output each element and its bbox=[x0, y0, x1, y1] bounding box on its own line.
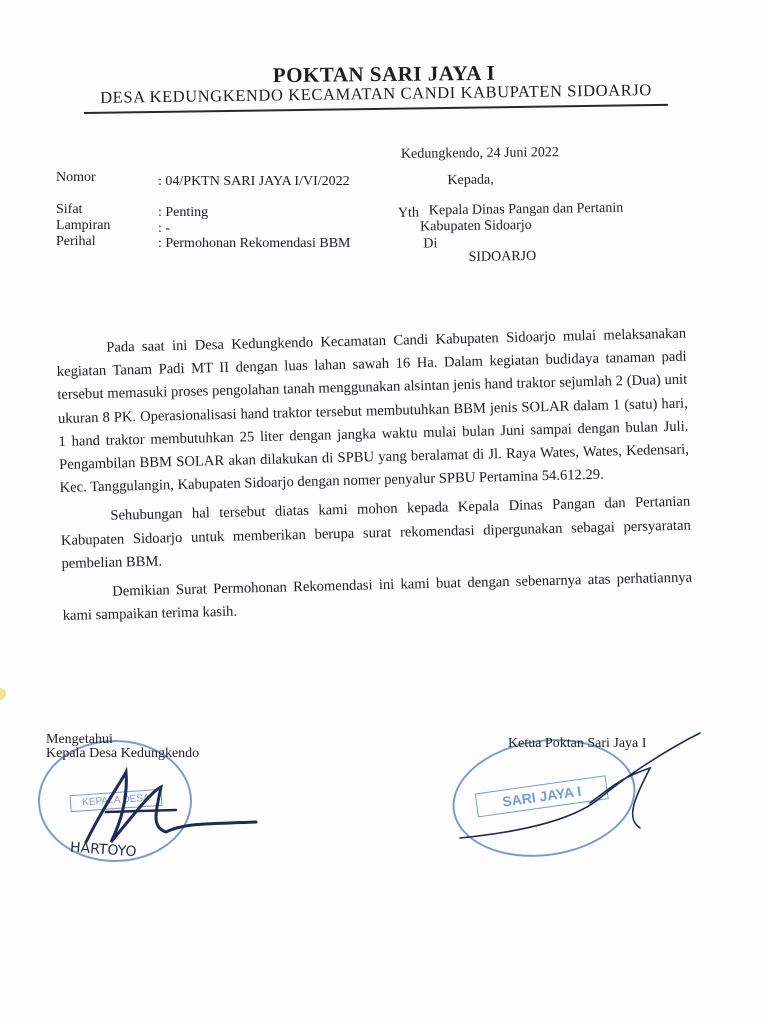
body-paragraph: Sehubungan hal tersebut diatas kami mohon kepada Kepala Dinas Pangan dan Pertanian Kabupaten Sidoarjo untuk memberikan berupa surat rekomendasi dipergunakan sebagai persyaratan pembelian BBM. bbox=[60, 493, 691, 572]
recipient-block bbox=[397, 170, 658, 269]
stamp-label: SARI JAYA I bbox=[475, 775, 609, 817]
kepala-desa-label: Kepala Desa Kedungkendo bbox=[46, 746, 200, 761]
recipient-line1: Kepala Dinas Pangan dan Pertanin bbox=[428, 200, 624, 219]
recipient-city: SIDOARJO bbox=[468, 248, 537, 265]
nomor-label: Nomor bbox=[56, 170, 96, 185]
nomor-value: : 04/PKTN SARI JAYA I/VI/2022 bbox=[158, 174, 350, 189]
sifat-label: Sifat bbox=[56, 202, 83, 217]
body-paragraph: Pada saat ini Desa Kedungkendo Kecamatan Candi Kabupaten Sidoarjo mulai melaksanakan kegiatan Tanam Padi MT II dengan luas lahan sawah 16 Ha. Dalam kegiatan budidaya tanaman padi tersebut memasuki proses pengolahan tanah menggunakan alsintan jenis hand traktor sejumlah 2 (Dua) unit ukuran 8 PK. Operasionalisasi hand traktor tersebut membutuhkan BBM jenis SOLAR dalam 1 (satu) hari, 1 hand traktor membutuhkan 25 liter dengan jangka waktu mulai bulan Juni sampai dengan bulan Juli. Pengambilan BBM SOLAR akan dilakukan di SPBU yang beralamat di Jl. Raya Wates, Wates, Kedensari, Kec. Tanggulangin, Kabupaten Sidoarjo dengan nomer penyalur SPBU Pertamina 54.612.29. bbox=[56, 325, 690, 497]
body-paragraph: Demikian Surat Permohonan Rekomendasi ini kami buat dengan sebenarnya atas perhatiannya kami sampaikan terima kasih. bbox=[62, 569, 693, 625]
letter-meta bbox=[56, 168, 396, 258]
right-signature-block bbox=[450, 728, 710, 858]
poktan-head-signature bbox=[450, 728, 710, 858]
perihal-value: : Permohonan Rekomendasi BBM bbox=[158, 236, 351, 251]
recipient-line2: Kabupaten Sidoarjo bbox=[419, 217, 532, 235]
ketua-label: Ketua Poktan Sari Jaya I bbox=[508, 736, 647, 751]
mengetahui-label: Mengetahui bbox=[46, 732, 113, 747]
sifat-value: : Penting bbox=[158, 205, 209, 220]
yth-label: Yth bbox=[397, 205, 420, 221]
kepada-label: Kepada, bbox=[447, 172, 494, 189]
perihal-label: Perihal bbox=[56, 234, 96, 249]
stamp-label: KEPALA DESA bbox=[70, 789, 163, 812]
recipient-di: Di bbox=[423, 236, 438, 252]
lampiran-value: : - bbox=[158, 221, 171, 236]
left-signature-block bbox=[46, 732, 286, 872]
village-head-name: HARTOYO bbox=[69, 839, 137, 861]
org-name: POKTAN SARI JAYA I bbox=[272, 60, 496, 88]
lampiran-label: Lampiran bbox=[56, 218, 111, 233]
letter-date: Kedungkendo, 24 Juni 2022 bbox=[400, 145, 559, 162]
letter-body bbox=[56, 323, 693, 635]
org-address: DESA KEDUNGKENDO KECAMATAN CANDI KABUPATEN SIDOARJO bbox=[100, 80, 652, 107]
scan-artifact bbox=[0, 688, 6, 700]
